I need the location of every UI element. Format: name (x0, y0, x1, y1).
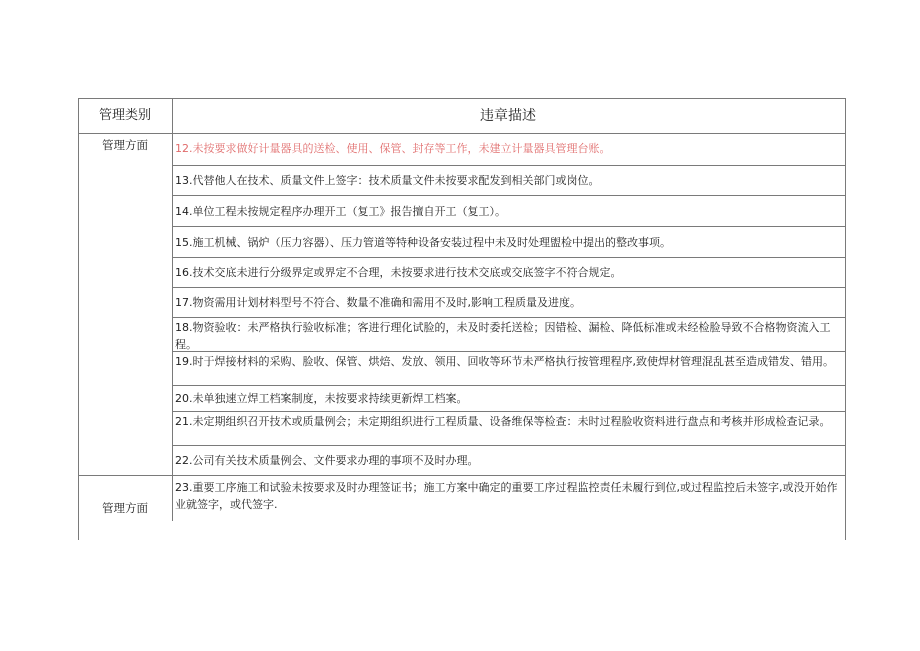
section-2-rows (173, 476, 846, 521)
table-row: 23.重要工序施工和试验未按要求及时办理签证书；施工方案中确定的重要工序过程监控责任未履行到位,或过程监控后未签字,或没开始作业就签字，或代签字. (175, 481, 838, 511)
section-2 (78, 475, 846, 521)
table-row: 21.未定期组织召开技术或质量例会；未定期组织进行工程质量、设备维保等检查：未时过程脸收资料进行盘点和考核并形成检查记录。 (173, 411, 846, 445)
table-row: 16.技术交底未进行分级界定或界定不合理，未按要求进行技术交底或交底签字不符合规定。 (173, 257, 846, 287)
section-1-category: 管理方面 (78, 134, 173, 475)
violation-table (78, 98, 846, 521)
table-row: 14.单位工程未按规定程序办理开工（复工》报告擅自开工（复工）。 (173, 195, 846, 226)
header-category: 管理类别 (78, 99, 173, 133)
table-row: 13.代替他人在技术、质量文件上签字：技术质量文件未按要求配发到相关部门或岗位。 (173, 165, 846, 195)
table-row: 19.时于焊接材料的采购、脸收、保管、烘焙、发放、领用、回收等环节未严格执行按管理程序,致使焊材管理混乱甚至造成错发、错用。 (173, 351, 846, 385)
table-row: 17.物资需用计划材料型号不符合、数量不准确和需用不及时,影响工程质量及进度。 (173, 287, 846, 317)
section-2-category: 管理方面 (78, 476, 173, 521)
section-1 (78, 133, 846, 475)
table-row: 18.物资验收：未严格执行验收标准；客进行理化试脸的，未及时委托送检；因错检、漏检、降低标准或未经检脸导致不合格物资流入工程。 (173, 317, 846, 351)
section-1-rows (173, 134, 846, 475)
table-row: 22.公司有关技术质量例会、文件要求办理的事项不及时办理。 (173, 445, 846, 475)
table-row: 15.施工机械、锅炉（压力容器）、压力管道等特种设备安装过程中未及时处理盥检中提出的整改事项。 (173, 226, 846, 257)
table-row: 12.未按要求做好计量器具的送检、使用、保管、封存等工作，未建立计量器具管理台账。 (175, 142, 611, 155)
table-row: 20.未单独速立焊工档案制度，未按要求持续更新焊工档案。 (173, 385, 846, 411)
table-header-row (78, 98, 846, 133)
header-description: 违章描述 (480, 108, 536, 124)
